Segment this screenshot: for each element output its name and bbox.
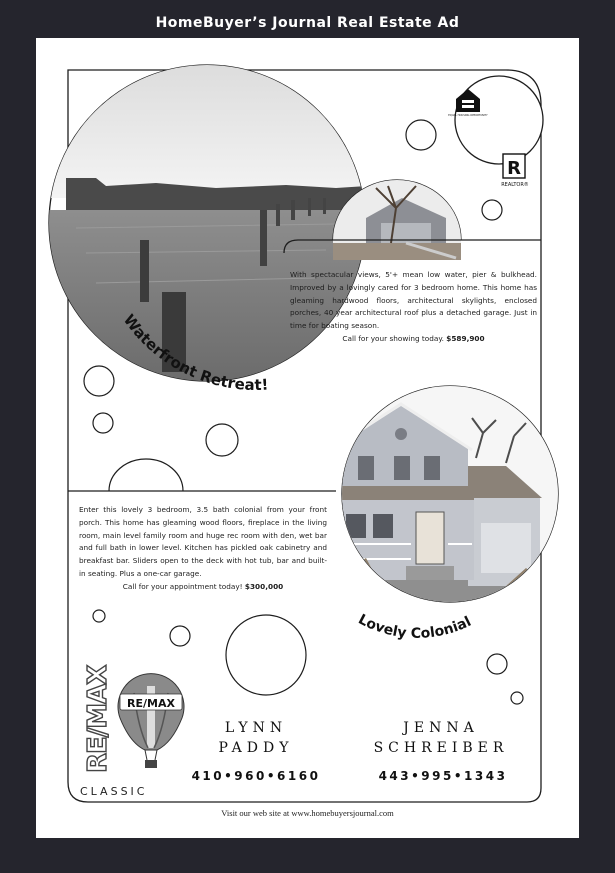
colonial-description — [79, 504, 327, 594]
colonial-price: $300,000 — [244, 581, 284, 591]
svg-text:EQUAL HOUSING OPPORTUNITY: EQUAL HOUSING OPPORTUNITY — [448, 114, 488, 117]
waterfront-price: $589,900 — [446, 333, 485, 343]
svg-text:REALTOR®: REALTOR® — [501, 182, 529, 188]
waterfront-description — [290, 269, 537, 346]
colonial-call: Call for your appointment today! $300,000 — [122, 581, 284, 591]
remax-logo — [83, 665, 113, 773]
svg-text:RE/MAX: RE/MAX — [127, 697, 175, 710]
svg-text:R: R — [507, 158, 521, 179]
balloon-logo — [118, 674, 184, 768]
agent-1-phone: 410•960•6160 — [191, 769, 321, 783]
colonial-body: Enter this lovely 3 bedroom, 3.5 bath colonial from your front porch. This home has gleaming wood floors, fireplace in the living room, main level family room and huge rec room with den, wet bar and full bath in lower level. Kitchen has pickled oak cabinetry and breakfast bar. Sliders open to the deck with hot tub, bar and built-in seating. Plus a one-car garage. — [79, 505, 327, 578]
realtor-icon — [501, 154, 529, 188]
agent-1-name: LYNN PADDY — [218, 720, 294, 756]
colonial-photo — [308, 378, 576, 618]
ad-page — [36, 38, 579, 838]
footer-website: Visit our web site at www.homebuyersjournal.com — [221, 808, 394, 818]
waterfront-call: Call for your showing today. $589,900 — [342, 333, 485, 343]
waterfront-body: With spectacular views, 5'+ mean low water, pier & bulkhead. Improved by a lovingly cared for 3 bedroom home. This home has gleaming hardwood floors, architectural skylights, enclosed porches, 40 year architectural roof plus a detached garage. Just in time for boating season. — [290, 270, 537, 331]
agent-2-name: JENNA SCHREIBER — [373, 720, 509, 756]
svg-text:RE/MAX: RE/MAX — [83, 665, 113, 773]
colonial-headline: Lovely Colonial — [355, 611, 474, 642]
office-name: CLASSIC — [80, 785, 148, 798]
agent-2-phone: 443•995•1343 — [378, 769, 508, 783]
page-title: HomeBuyer’s Journal Real Estate Ad — [155, 15, 460, 31]
waterfront-headline: Waterfront Retreat! — [119, 311, 269, 395]
